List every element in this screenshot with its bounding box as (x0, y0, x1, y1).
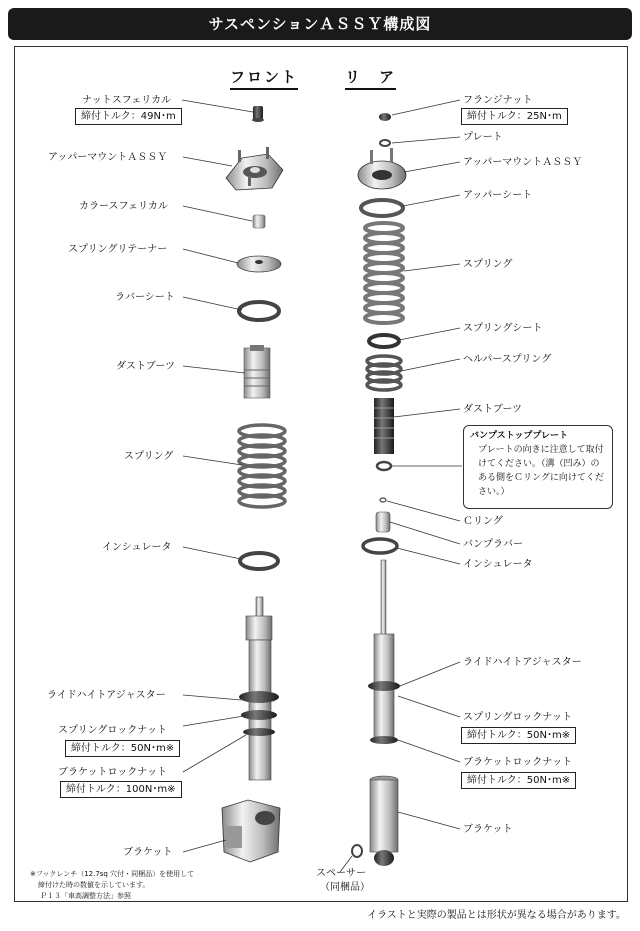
bump-note-title: バンプストッププレート (470, 431, 569, 441)
front-nut-torque: 締付トルク：49N･m (75, 108, 182, 125)
rear-upper-mount-part (358, 148, 406, 189)
rear-spring-part (365, 223, 403, 323)
front-bracket-lock-torque: 締付トルク：100N･m※ (60, 781, 182, 798)
front-spring-lock-label: スプリングロックナット (58, 725, 167, 736)
page-title: サスペンションＡＳＳＹ構成図 (8, 8, 632, 40)
front-spring-lock-torque: 締付トルク：50N･m※ (65, 740, 180, 757)
rear-insulator-part (363, 539, 397, 553)
footnote-line: 締付けた時の数値を示しています。 (38, 881, 150, 889)
front-upper-mount-label: アッパーマウントＡＳＳＹ (48, 152, 168, 163)
disclaimer-text: イラストと実際の製品とは形状が異なる場合があります。 (367, 910, 626, 921)
rear-bump-rubber-label: バンプラバー (463, 539, 523, 550)
rear-spring-lock-label: スプリングロックナット (463, 712, 572, 723)
bump-note-line: プレートの向きに注意して取付 (478, 445, 604, 455)
front-dust-boot-part (244, 345, 270, 398)
front-upper-mount-part (226, 147, 283, 190)
rear-helper-spring-label: ヘルパースプリング (463, 354, 552, 365)
front-dust-boot-label: ダストブーツ (116, 361, 175, 372)
rear-ride-height-label: ライドハイトアジャスター (463, 657, 582, 668)
front-shock-body-part (239, 597, 279, 780)
front-nut-label: ナットスフェリカル (82, 95, 172, 106)
rear-bracket-lock-torque: 締付トルク：50N･m※ (461, 772, 576, 789)
rear-spacer-note: （同梱品） (320, 882, 370, 893)
front-rubber-seat-label: ラバーシート (115, 292, 175, 303)
front-retainer-part (237, 256, 281, 272)
front-insulator-part (240, 553, 278, 569)
bump-note-line: けてください。（溝（凹み）の (478, 459, 600, 469)
rear-spacer-part (352, 845, 362, 857)
rear-shock-body-part (368, 560, 400, 744)
front-bracket-part (222, 800, 280, 862)
front-bracket-label: ブラケット (123, 847, 173, 858)
footnote-line: Ｐ１３「車高調整方法」参照 (40, 892, 131, 900)
rear-c-ring-label: Ｃリング (463, 516, 503, 527)
front-collar-part (253, 215, 265, 228)
rear-flange-nut-part (379, 113, 391, 121)
bump-note-line: さい。） (478, 487, 510, 497)
rear-upper-mount-label: アッパーマウントＡＳＳＹ (463, 157, 583, 168)
front-nut-part (252, 106, 264, 122)
front-retainer-label: スプリングリテーナー (68, 244, 168, 255)
rear-dust-boot-part (374, 398, 394, 454)
rear-upper-seat-label: アッパーシート (463, 190, 533, 201)
rear-bracket-part (370, 776, 398, 866)
rear-spacer-label: スペーサー (316, 868, 366, 879)
rear-bracket-lock-label: ブラケットロックナット (463, 757, 573, 768)
rear-spring-lock-torque: 締付トルク：50N･m※ (461, 727, 576, 744)
front-bracket-lock-label: ブラケットロックナット (58, 767, 168, 778)
rear-spring-seat-label: スプリングシート (463, 323, 543, 334)
rear-section-title: リ ア (345, 66, 396, 90)
front-spring-part (239, 425, 285, 507)
rear-plate-part (380, 140, 390, 146)
rear-bump-stop-plate-part (377, 462, 391, 470)
rear-spring-label: スプリング (463, 259, 513, 270)
rear-helper-spring-part (367, 356, 401, 390)
rear-dust-boot-label: ダストブーツ (463, 404, 522, 415)
front-section-title: フロント (230, 66, 298, 90)
bump-stop-note (463, 425, 613, 509)
rear-spring-seat-part (369, 335, 399, 347)
front-rubber-seat-part (239, 302, 279, 320)
rear-insulator-label: インシュレータ (463, 559, 533, 570)
rear-flange-nut-label: フランジナット (463, 95, 533, 106)
front-ride-height-label: ライドハイトアジャスター (47, 690, 166, 701)
front-insulator-label: インシュレータ (102, 542, 172, 553)
rear-bump-rubber-part (376, 512, 390, 532)
bump-note-line: ある側をＣリングに向けてくだ (478, 473, 604, 483)
front-collar-label: カラースフェリカル (79, 201, 168, 212)
rear-c-ring-part (380, 498, 386, 502)
rear-upper-seat-part (361, 200, 403, 216)
rear-bracket-label: ブラケット (463, 824, 513, 835)
rear-plate-label: プレート (463, 132, 503, 143)
rear-flange-nut-torque: 締付トルク：25N･m (461, 108, 568, 125)
front-spring-label: スプリング (124, 451, 174, 462)
footnote-line: ※フックレンチ（12.7sq 穴付・同梱品）を使用して (30, 870, 195, 878)
